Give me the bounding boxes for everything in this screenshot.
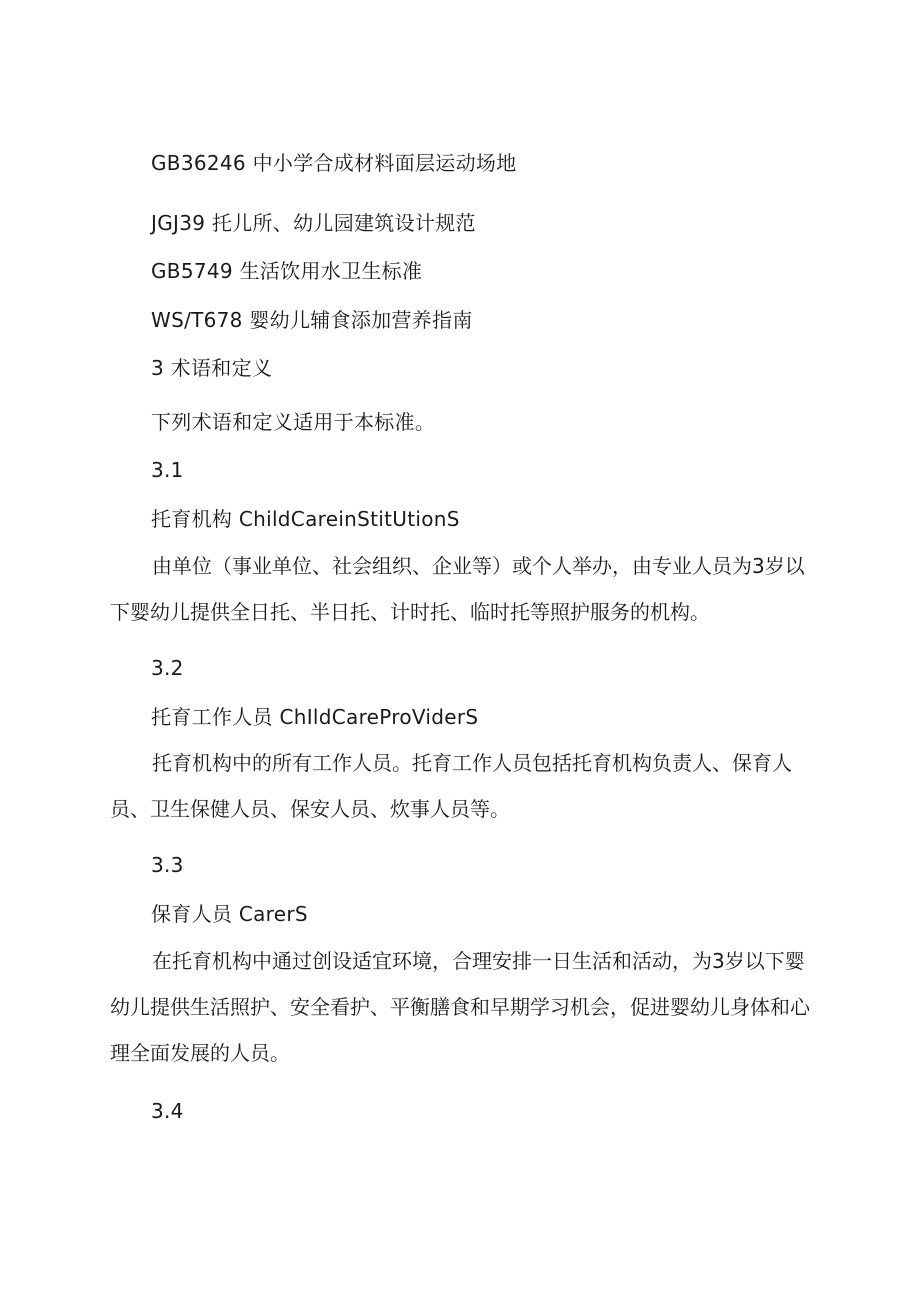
term-title-3-3: 保育人员 CarerS [151,902,308,926]
section-heading: 3 术语和定义 [151,356,273,380]
term-definition-3-3: 在托育机构中通过创设适宜环境，合理安排一日生活和活动，为3岁以下婴幼儿提供生活照护、安全看护、平衡膳食和早期学习机会，促进婴幼儿身体和心理全面发展的人员。 [110,949,810,1065]
term-number-3-2: 3.2 [151,656,184,680]
term-title-3-2: 托育工作人员 ChIldCareProViderS [151,705,479,729]
term-number-3-3: 3.3 [151,853,184,877]
reference-gb5749: GB5749 生活饮用水卫生标准 [151,259,423,283]
term-number-3-1: 3.1 [151,458,184,482]
reference-gb36246: GB36246 中小学合成材料面层运动场地 [151,151,517,175]
section-intro: 下列术语和定义适用于本标准。 [151,410,436,434]
term-number-3-4: 3.4 [151,1099,184,1123]
term-title-3-1: 托育机构 ChildCareinStitUtionS [151,507,460,531]
term-definition-3-1: 由单位（事业单位、社会组织、企业等）或个人举办，由专业人员为3岁以下婴幼儿提供全日托、半日托、计时托、临时托等照护服务的机构。 [110,554,805,624]
term-definition-3-2: 托育机构中的所有工作人员。托育工作人员包括托育机构负责人、保育人员、卫生保健人员、保安人员、炊事人员等。 [110,751,792,821]
reference-jgj39: JGJ39 托儿所、幼儿园建筑设计规范 [151,211,476,235]
reference-wst678: WS/T678 婴幼儿辅食添加营养指南 [151,308,473,332]
